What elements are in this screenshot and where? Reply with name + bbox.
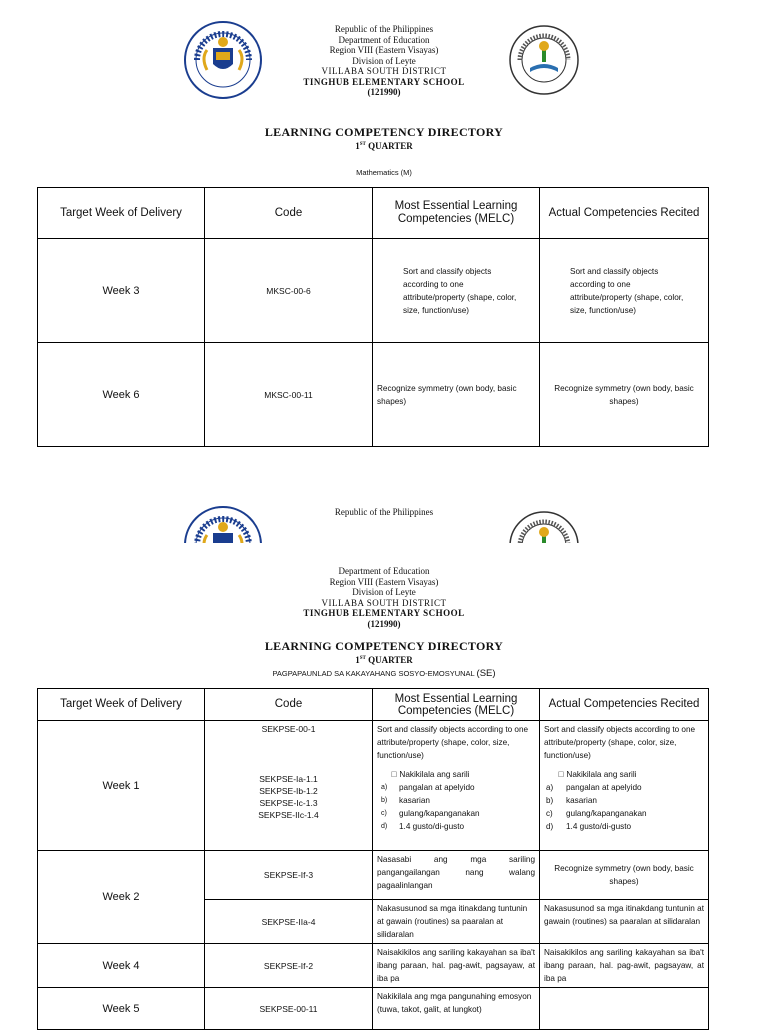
- code-cell: [205, 721, 373, 851]
- code-item: SEKPSE-Ia-1.1: [259, 774, 318, 784]
- code-item: SEKPSE-Ib-1.2: [259, 786, 318, 796]
- table-row: [38, 851, 709, 900]
- actual-cell: Recognize symmetry (own body, basic shapes): [540, 343, 709, 447]
- col-melc-header: Most Essential Learning Competencies (MELC): [373, 689, 540, 721]
- list-item: c) gulang/kapanganakan: [546, 809, 647, 818]
- list-item: b) kasarian: [546, 796, 597, 805]
- col-week-header: Target Week of Delivery: [38, 188, 205, 239]
- actual-lead: Nakikilala ang sarili: [558, 770, 629, 779]
- bullet-icon: [558, 770, 564, 779]
- week-cell: Week 3: [38, 239, 205, 343]
- math-competency-table: [37, 187, 709, 447]
- header-school: TINGHUB ELEMENTARY SCHOOL: [303, 76, 465, 87]
- actual-cell: Recognize symmetry (own body, basic shapes): [540, 851, 709, 900]
- header-republic: Republic of the Philippines: [334, 507, 434, 517]
- melc-cell: Nakikilala ang mga pangunahing emosyon (tuwa, takot, galit, at lungkot): [373, 988, 540, 1030]
- code-cell: SEKPSE-If-2: [205, 944, 373, 988]
- table-header-row: [38, 188, 709, 239]
- melc-cell: Recognize symmetry (own body, basic shapes): [373, 343, 540, 447]
- header-region: Region VIII (Eastern Visayas): [329, 576, 439, 587]
- quarter-label: 1ST QUARTER: [355, 141, 413, 151]
- header-region: Region VIII (Eastern Visayas): [329, 45, 439, 55]
- actual-cell: [540, 988, 709, 1030]
- actual-top-text: Sort and classify objects according to one attribute/property (shape, color, size, function/use): [544, 725, 696, 760]
- table-row: [38, 343, 709, 447]
- table-row: [38, 988, 709, 1030]
- se-competency-table: [37, 688, 709, 1030]
- header-district: VILLABA SOUTH DISTRICT: [321, 66, 447, 76]
- directory-title: LEARNING COMPETENCY DIRECTORY: [264, 639, 504, 653]
- code-item: SEKPSE-IIc-1.4: [258, 810, 319, 820]
- actual-cell: [540, 721, 709, 851]
- header-division: Division of Leyte: [352, 55, 416, 66]
- subject-math: Mathematics (M): [356, 168, 412, 177]
- header-district: VILLABA SOUTH DISTRICT: [321, 597, 447, 608]
- melc-cell: Naisakikilos ang sariling kakayahan sa iba't ibang paraan, hal. pag-awit, pagsayaw, at iba pa: [373, 944, 540, 988]
- col-actual-header: Actual Competencies Recited: [540, 188, 709, 239]
- melc-sublist: [377, 781, 535, 833]
- col-code-header: Code: [205, 188, 373, 239]
- subject-se: PAGPAPAUNLAD SA KAKAYAHANG SOSYO-EMOSYUNAL (SE): [272, 668, 496, 679]
- bullet-icon: [391, 770, 397, 779]
- table-row: [38, 944, 709, 988]
- actual-cell: Nakasusunod sa mga itinakdang tuntunin at gawain (routines) sa paaralan at silidaralan: [540, 900, 709, 944]
- week-cell: Week 1: [38, 721, 205, 851]
- code-cell: SEKPSE-00-11: [205, 988, 373, 1030]
- list-item: b) kasarian: [381, 796, 430, 805]
- actual-cell: Naisakikilos ang sariling kakayahan sa iba't ibang paraan, hal. pag-awit, pagsayaw, at iba pa: [540, 944, 709, 988]
- directory-title: LEARNING COMPETENCY DIRECTORY: [264, 125, 504, 139]
- col-actual-header: Actual Competencies Recited: [540, 689, 709, 721]
- col-melc-header: Most Essential Learning Competencies (MELC): [373, 188, 540, 239]
- header-division: Division of Leyte: [352, 587, 416, 597]
- table-row: [38, 239, 709, 343]
- code-cell: MKSC-00-11: [205, 343, 373, 447]
- code-cell: SEKPSE-If-3: [205, 851, 373, 900]
- table-row: [38, 721, 709, 851]
- melc-cell: [373, 721, 540, 851]
- header-school: TINGHUB ELEMENTARY SCHOOL: [303, 608, 465, 618]
- header-school-id: (121990): [367, 618, 401, 629]
- col-week-header: Target Week of Delivery: [38, 689, 205, 721]
- col-code-header: Code: [205, 689, 373, 721]
- melc-top-text: Sort and classify objects according to one attribute/property (shape, color, size, function/use): [377, 725, 529, 760]
- melc-lead: Nakikilala ang sarili: [391, 770, 462, 779]
- table-header-row: [38, 689, 709, 721]
- actual-sublist: [544, 781, 704, 833]
- actual-cell: Sort and classify objects according to one attribute/property (shape, color, size, function/use): [540, 239, 709, 343]
- code-item: SEKPSE-Ic-1.3: [259, 798, 318, 808]
- melc-cell: Nakasusunod sa mga itinakdang tuntunin at gawain (routines) sa paaralan at silidaralan: [373, 900, 540, 944]
- list-item: a) pangalan at apelyido: [381, 783, 475, 792]
- header-department: Department of Education: [338, 34, 430, 45]
- code-top: SEKPSE-00-1: [261, 724, 316, 734]
- code-cell: MKSC-00-6: [205, 239, 373, 343]
- list-item: c) gulang/kapanganakan: [381, 809, 480, 818]
- week-cell: Week 4: [38, 944, 205, 988]
- quarter-label: 1ST QUARTER: [355, 655, 413, 665]
- week-cell: Week 2: [38, 851, 205, 944]
- code-cell: SEKPSE-IIa-4: [205, 900, 373, 944]
- header-republic: Republic of the Philippines: [334, 24, 434, 34]
- week-cell: Week 6: [38, 343, 205, 447]
- week-cell: Week 5: [38, 988, 205, 1030]
- list-item: d) 1.4 gusto/di-gusto: [546, 822, 632, 831]
- melc-cell: Sort and classify objects according to one attribute/property (shape, color, size, function/use): [373, 239, 540, 343]
- header-school-id: (121990): [367, 87, 401, 97]
- list-item: a) pangalan at apelyido: [546, 783, 642, 792]
- header-department: Department of Education: [338, 566, 430, 576]
- list-item: d) 1.4 gusto/di-gusto: [381, 822, 465, 831]
- melc-cell: Nasasabi ang mga sariling pangangailangan nang walang pagaalinlangan: [373, 851, 540, 900]
